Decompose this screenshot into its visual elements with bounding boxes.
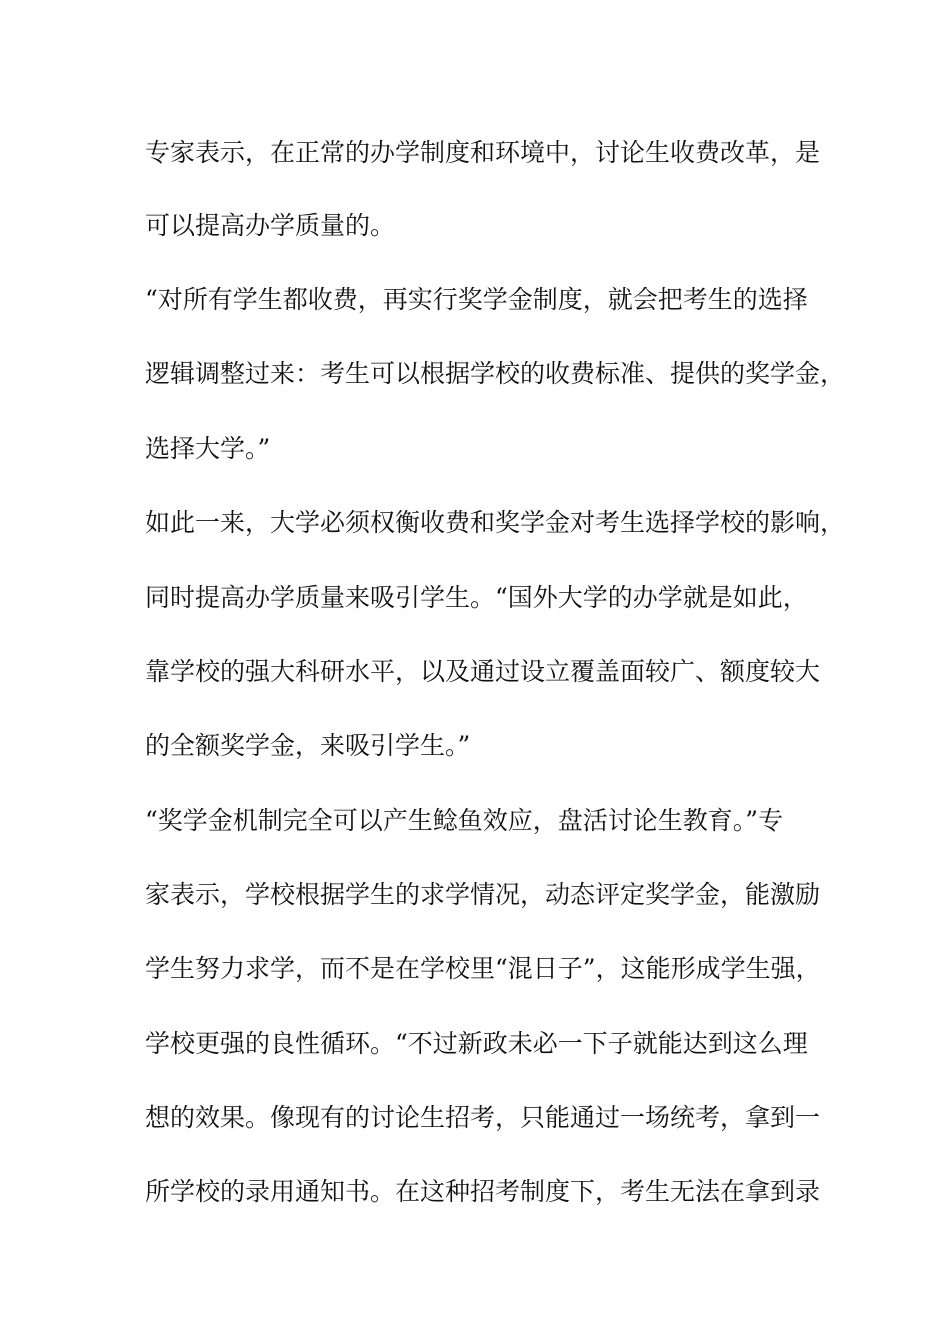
- text-line: 靠学校的强大科研水平，以及通过设立覆盖面较广、额度较大: [145, 657, 821, 686]
- text-line: 家表示，学校根据学生的求学情况，动态评定奖学金，能激励: [145, 880, 821, 909]
- text-line: 想的效果。像现有的讨论生招考，只能通过一场统考，拿到一: [145, 1103, 821, 1132]
- text-line: “对所有学生都收费，再实行奖学金制度，就会把考生的选择: [145, 285, 808, 314]
- text-line: 可以提高办学质量的。: [145, 211, 396, 240]
- text-line: 如此一来，大学必须权衡收费和奖学金对考生选择学校的影响，: [145, 508, 845, 537]
- text-line: 所学校的录用通知书。在这种招考制度下，考生无法在拿到录: [145, 1177, 821, 1206]
- text-line: 逻辑调整过来：考生可以根据学校的收费标准、提供的奖学金，: [145, 359, 845, 388]
- text-line: 学校更强的良性循环。“不过新政未必一下子就能达到这么理: [145, 1029, 808, 1058]
- text-line: 的全额奖学金，来吸引学生。”: [145, 731, 471, 760]
- text-line: 选择大学。”: [145, 434, 271, 463]
- text-line: 同时提高办学质量来吸引学生。“国外大学的办学就是如此，: [145, 583, 808, 612]
- text-line: 专家表示，在正常的办学制度和环境中，讨论生收费改革，是: [145, 138, 821, 167]
- text-line: “奖学金机制完全可以产生鲶鱼效应，盘活讨论生教育。”专: [145, 806, 784, 835]
- text-line: 学生努力求学，而不是在学校里“混日子”，这能形成学生强，: [145, 954, 821, 983]
